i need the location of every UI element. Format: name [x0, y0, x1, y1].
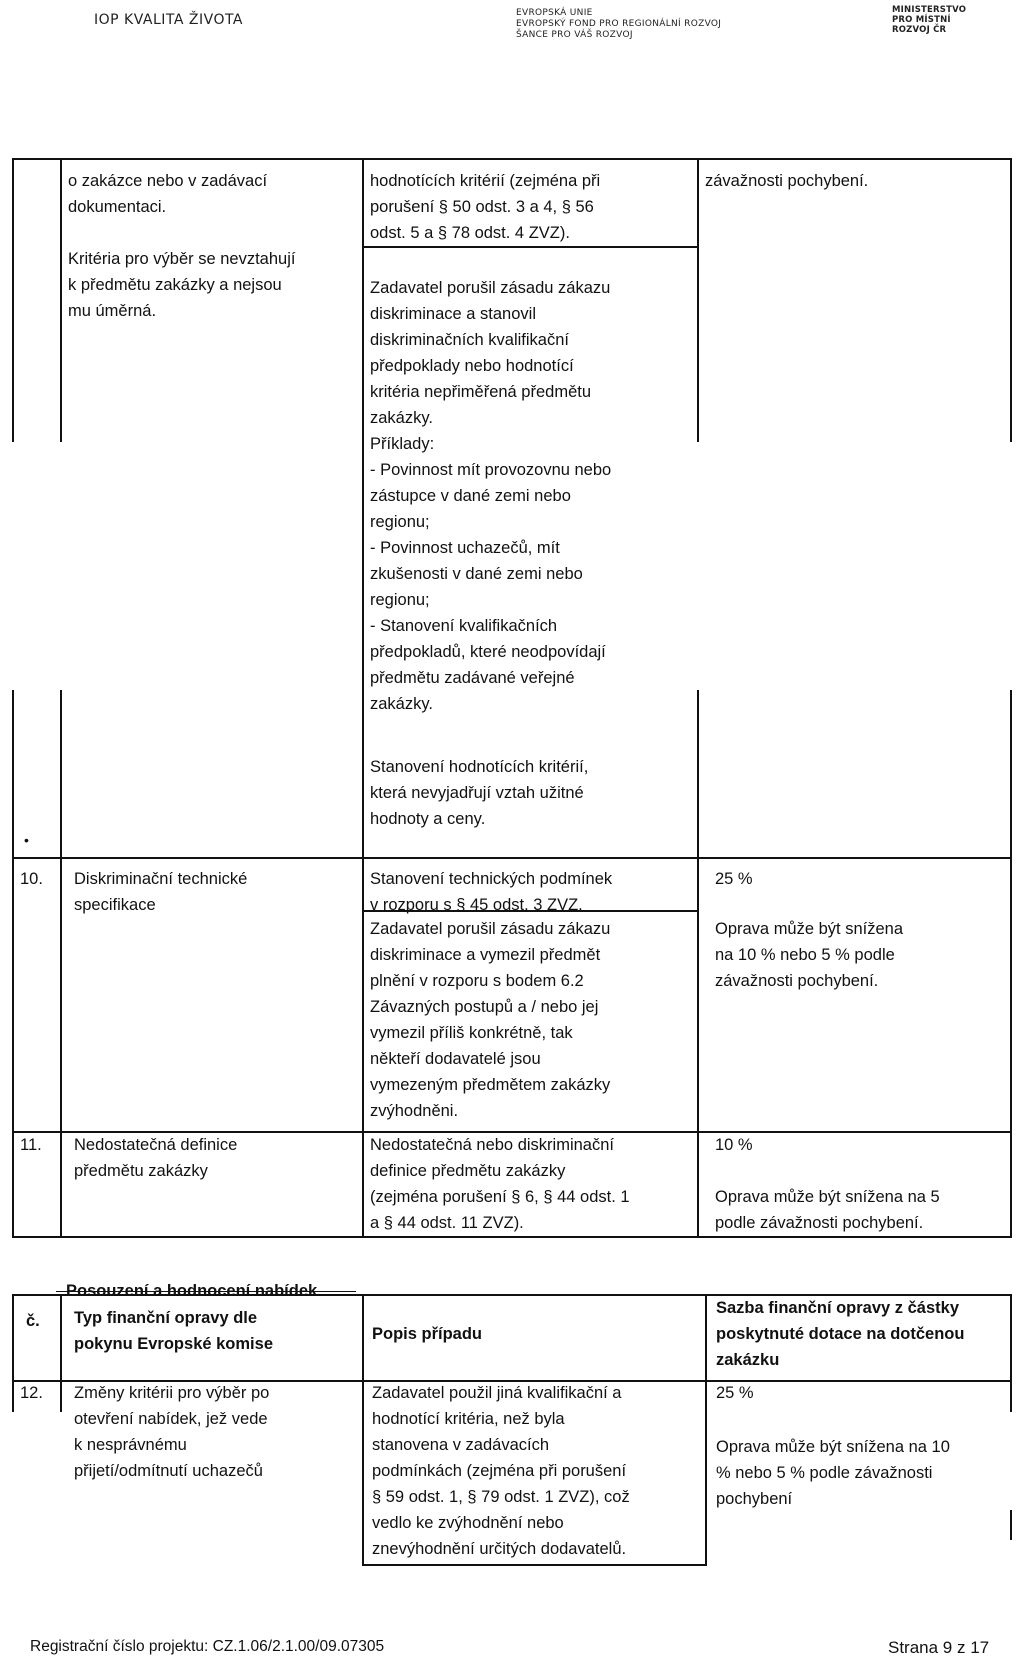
table-col-border	[1010, 158, 1012, 442]
col-header-type: Typ finanční opravy dle pokynu Evropské komise	[74, 1309, 273, 1353]
header-ministry-line-2: PRO MÍSTNÍ	[892, 15, 951, 25]
row-12-number: 12.	[20, 1384, 43, 1402]
header-ministry-line-1: MINISTERSTVO	[892, 5, 967, 15]
row-11-note: Oprava může být snížena na 5 podle závažnosti pochybení.	[715, 1188, 940, 1232]
cont-rate-note: závažnosti pochybení.	[705, 172, 869, 190]
table-col-border	[60, 158, 62, 442]
cont-desc-b: Zadavatel porušil zásadu zákazu diskriminace a stanovil diskriminačních kvalifikační předpoklady nebo hodnotící kritéria nepřiměřená předmětu zakázky. Příklady: - Povinnost mít provozovnu nebo zástupce v dané zemi nebo regionu; - Povinnost uchazečů, mít zkušenosti v dané zemi nebo regionu; - Stanovení kvalifikačních předpokladů, které neodpovídají předmětu zadávané veřejné zakázky.	[370, 279, 612, 713]
bullet-dot: •	[24, 832, 29, 848]
row-10-desc-b: Zadavatel porušil zásadu zákazu diskriminace a vymezil předmět plnění v rozporu s bodem 6.2 Závazných postupů a / nebo jej vymezil příliš konkrétně, tak někteří dodavatelé jsou vymezeným předmětem zakázky zvýhodněni.	[370, 920, 611, 1120]
table-col-border	[60, 1294, 62, 1412]
table-top-border	[12, 158, 1012, 160]
row-12-desc: Zadavatel použil jiná kvalifikační a hodnotící kritéria, než byla stanovena v zadávacích podmínkách (zejména při porušení § 59 odst. 1, § 79 odst. 1 ZVZ), což vedlo ke zvýhodnění nebo znevýhodnění určitých dodavatelů.	[372, 1384, 630, 1558]
table-col-border	[362, 158, 364, 1237]
row-10-desc-a: Stanovení technických podmínek v rozporu s § 45 odst. 3 ZVZ.	[370, 870, 613, 914]
row-12-rate: 25 %	[716, 1384, 754, 1402]
table-col-border	[697, 158, 699, 442]
header-program-title: IOP KVALITA ŽIVOTA	[94, 12, 244, 28]
row-10-number: 10.	[20, 870, 43, 888]
cont-criteria-text: o zakázce nebo v zadávací dokumentaci. Kritéria pro výběr se nevztahují k předmětu zakázky a nejsou mu úměrná.	[68, 172, 296, 320]
table-col-border	[697, 690, 699, 1237]
row-10-rate: 25 %	[715, 870, 753, 888]
table-col-border	[12, 158, 14, 442]
table-col-border	[1010, 1510, 1012, 1540]
cont-desc-c: Stanovení hodnotících kritérií, která nevyjadřují vztah užitné hodnoty a ceny.	[370, 758, 589, 828]
row-10-type: Diskriminační technické specifikace	[74, 870, 248, 914]
row-12-type: Změny kritérii pro výběr po otevření nabídek, jež vede k nesprávnému přijetí/odmítnutí uchazečů	[74, 1384, 270, 1480]
table-col-border	[1010, 690, 1012, 1237]
row-10-note: Oprava může být snížena na 10 % nebo 5 % podle závažnosti pochybení.	[715, 920, 904, 990]
header-slogan-line: ŠANCE PRO VÁŠ ROZVOJ	[516, 30, 633, 40]
header-fund-line: EVROPSKÝ FOND PRO REGIONÁLNÍ ROZVOJ	[516, 19, 722, 29]
table-col-border	[60, 690, 62, 1237]
header-ministry-logo-text	[892, 5, 966, 35]
col-header-number: č.	[26, 1312, 40, 1330]
footer-registration-number: Registrační číslo projektu: CZ.1.06/2.1.00/09.07305	[30, 1638, 385, 1655]
row-11-type: Nedostatečná definice předmětu zakázky	[74, 1136, 238, 1180]
row-11-desc: Nedostatečná nebo diskriminační definice předmětu zakázky (zejména porušení § 6, § 44 odst. 1 a § 44 odst. 11 ZVZ).	[370, 1136, 630, 1232]
table-col-border	[12, 1294, 14, 1412]
section-title-underline	[56, 1291, 356, 1292]
row-11-rate: 10 %	[715, 1136, 753, 1154]
footer-page-number: Strana 9 z 17	[888, 1638, 990, 1657]
table-inner-line	[362, 246, 698, 248]
header-eu-logo-text	[516, 8, 721, 41]
header-ministry-line-3: ROZVOJ ČR	[892, 25, 947, 35]
table-col-border	[705, 1294, 707, 1565]
row-11-number: 11.	[20, 1136, 42, 1154]
table-bottom-border	[362, 1564, 707, 1566]
table-row-border	[12, 857, 1012, 859]
table-col-border	[362, 1294, 364, 1565]
row-12-note: Oprava může být snížena na 10 % nebo 5 % podle závažnosti pochybení	[716, 1438, 950, 1508]
table-bottom-border	[12, 1236, 1012, 1238]
col-header-description: Popis případu	[372, 1325, 483, 1343]
table-col-border	[12, 690, 14, 1237]
header-eu-line: EVROPSKÁ UNIE	[516, 8, 593, 18]
col-header-rate: Sazba finanční opravy z částky poskytnuté dotace na dotčenou zakázku	[716, 1299, 965, 1369]
cont-desc-a: hodnotících kritérií (zejména při porušení § 50 odst. 3 a 4, § 56 odst. 5 a § 78 odst. 4 ZVZ).	[370, 172, 601, 242]
